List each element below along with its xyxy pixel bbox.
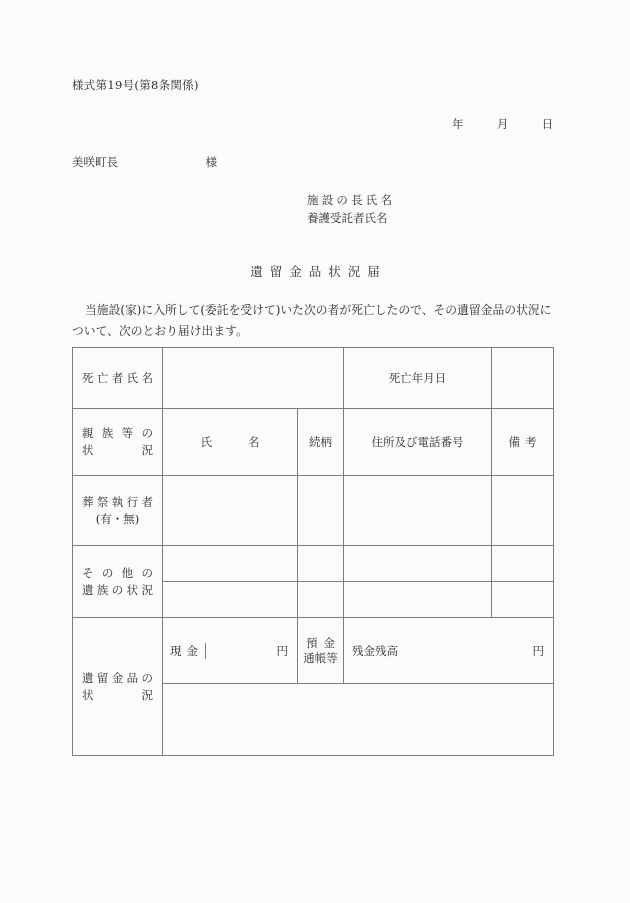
other-family-label-line2: 遺族の状況 — [82, 582, 153, 597]
passbook-label-line1: 預金 — [306, 635, 341, 650]
property-notes-cell[interactable] — [163, 684, 554, 756]
funeral-officiant-label-line2: (有・無) — [95, 511, 140, 526]
date-year-label: 年 — [452, 117, 464, 131]
other-family-relation-cell[interactable] — [298, 546, 344, 582]
deceased-name-label: 死亡者氏名 — [82, 370, 153, 385]
other-family-relation-cell[interactable] — [298, 582, 344, 618]
death-date-value-cell[interactable] — [492, 348, 554, 409]
signer-block — [307, 191, 395, 227]
other-family-name-cell[interactable] — [163, 582, 298, 618]
cash-label: 現金 — [170, 643, 203, 658]
property-status-label-line1: 遺留金品の — [82, 670, 153, 685]
col-header-relation: 続柄 — [309, 434, 332, 449]
balance-value-group — [533, 643, 545, 659]
table-row-relatives-header — [73, 409, 554, 476]
property-status-label-cell — [73, 618, 163, 756]
funeral-officiant-remarks-cell[interactable] — [492, 476, 554, 546]
cash-group-cell — [163, 618, 298, 684]
addressee-honorific: 様 — [205, 155, 218, 169]
funeral-officiant-name-cell[interactable] — [163, 476, 298, 546]
passbook-label-line2: 通帳等 — [303, 650, 338, 665]
passbook-label-cell — [298, 618, 344, 684]
cash-unit: 円 — [276, 643, 288, 658]
balance-cell[interactable] — [344, 618, 554, 684]
col-header-remarks-cell — [492, 409, 554, 476]
col-header-remarks: 備考 — [508, 434, 542, 449]
cash-value-cell[interactable] — [206, 643, 297, 659]
page-title: 遺留金品状況届 — [250, 264, 387, 279]
funeral-officiant-label-cell — [73, 476, 163, 546]
balance-unit: 円 — [532, 643, 544, 658]
other-family-remarks-cell[interactable] — [492, 546, 554, 582]
other-family-address-cell[interactable] — [344, 546, 492, 582]
other-family-address-cell[interactable] — [344, 582, 492, 618]
funeral-officiant-label-line1: 葬祭執行者 — [82, 494, 153, 509]
property-status-label-line2: 状況 — [82, 687, 153, 702]
table-row-other-family-1 — [73, 546, 554, 582]
other-family-name-cell[interactable] — [163, 546, 298, 582]
relatives-status-label-line2: 状況 — [82, 443, 153, 457]
funeral-officiant-relation-cell[interactable] — [298, 476, 344, 546]
date-line — [452, 116, 553, 132]
care-entrustee-name-label: 養護受託者氏名 — [307, 211, 388, 225]
relatives-status-label-cell — [73, 409, 163, 476]
form-number: 様式第19号(第8条関係) — [72, 78, 199, 92]
date-month-label: 月 — [496, 117, 509, 131]
addressee-line — [72, 154, 217, 170]
date-day-label: 日 — [541, 117, 554, 131]
col-header-address-phone: 住所及び電話番号 — [371, 434, 464, 449]
other-family-remarks-cell[interactable] — [492, 582, 554, 618]
cash-label-cell — [163, 643, 206, 659]
report-table — [72, 347, 554, 756]
col-header-relation-cell — [298, 409, 344, 476]
deceased-name-label-cell — [73, 348, 163, 409]
balance-label: 残金残高 — [352, 643, 398, 658]
addressee-name: 美咲町長 — [72, 155, 118, 169]
other-family-label-line1: その他の — [82, 565, 153, 580]
col-header-name-cell — [163, 409, 298, 476]
death-date-label: 死亡年月日 — [388, 370, 447, 385]
relatives-status-label-line1: 親族等の — [82, 426, 153, 440]
facility-head-name-label: 施設の長氏名 — [307, 193, 396, 207]
table-row-funeral-officiant — [73, 476, 554, 546]
funeral-officiant-address-cell[interactable] — [344, 476, 492, 546]
table-row-deceased — [73, 348, 554, 409]
table-row-property-amounts — [73, 618, 554, 684]
other-family-label-cell — [73, 546, 163, 618]
body-paragraph: 当施設(家)に入所して(委託を受けて)いた次の者が死亡したので、その遺留金品の状況について、次のとおり届け出ます。 — [72, 303, 552, 338]
col-header-name: 氏名 — [200, 434, 296, 449]
col-header-address-phone-cell — [344, 409, 492, 476]
death-date-label-cell — [344, 348, 492, 409]
deceased-name-value-cell[interactable] — [163, 348, 344, 409]
